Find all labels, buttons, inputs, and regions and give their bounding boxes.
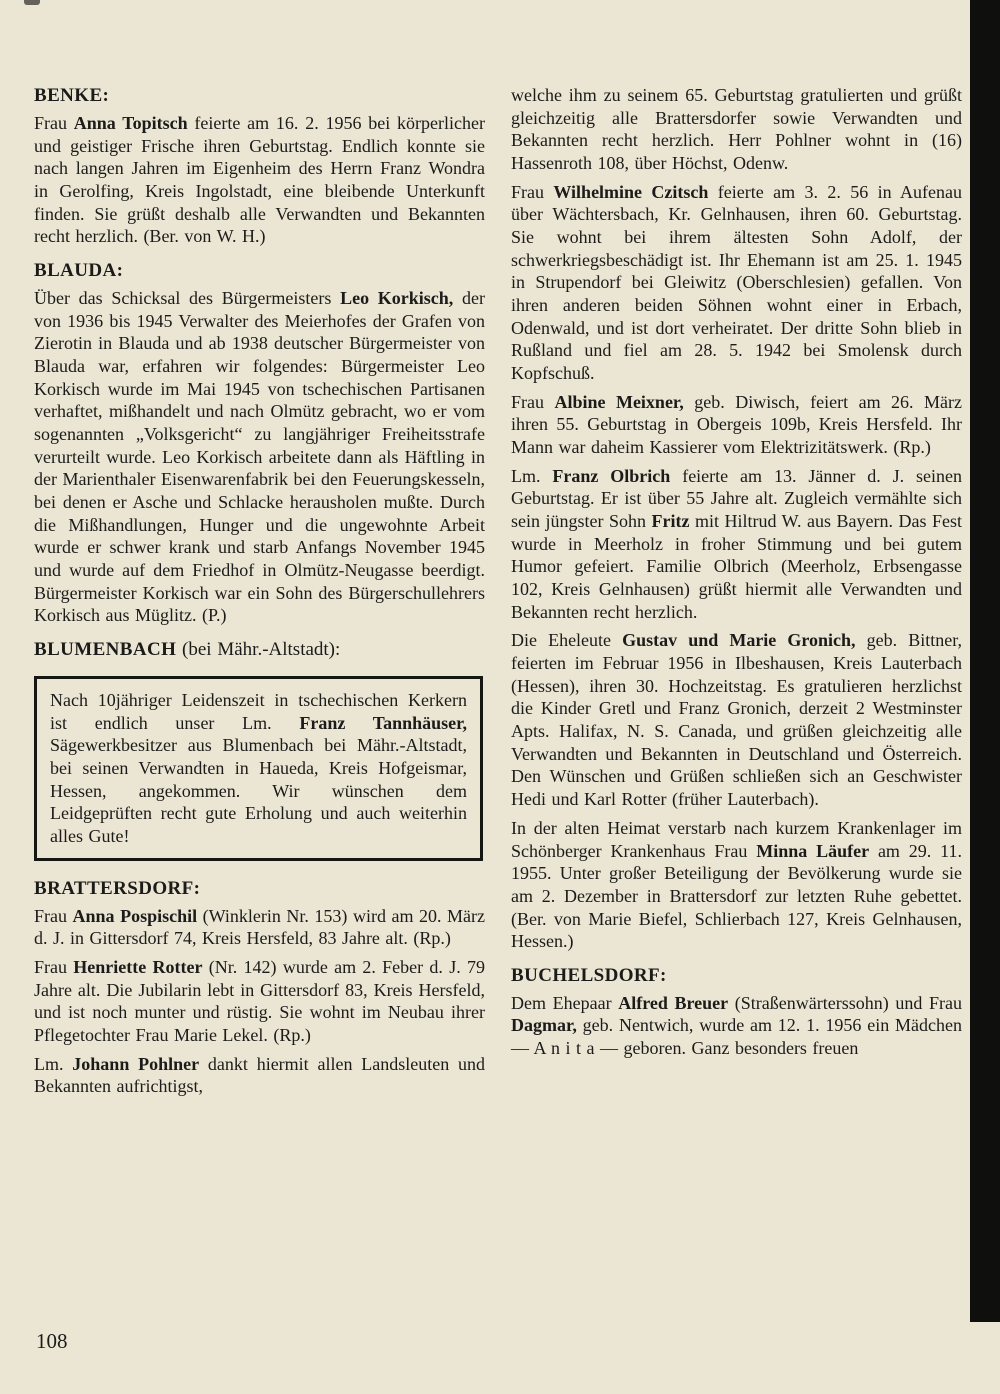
section-heading: [34, 877, 485, 901]
paragraph: [34, 287, 485, 627]
scan-artifact-speck: [24, 0, 40, 5]
body-text: feierte am 16. 2. 1956 bei körperlicher und geistiger Frische ihren Geburtstag. Endlich konnte sie nach langen Jahren im Eigenheim des Herrn Franz Wondra in Gerolfing, Kreis Ingolstadt, eine bleibende Unterkunft finden. Sie grüßt deshalb alle Verwandten und Bekannten recht herzlich. (Ber. von W. H.): [34, 112, 485, 247]
scan-edge-artifact: [970, 0, 1000, 1322]
emphasized-name: BENKE:: [34, 85, 110, 106]
body-text: Frau: [34, 112, 74, 133]
body-text: geb. Bittner, feierten im Februar 1956 in Ilbeshausen, Kreis Lauterbach (Hessen), ihren 30. Hochzeitstag. Es gratulieren herzlichst die Kinder Gretl und Franz Gronich, derzeit 2 Westminster Apts. Halifax, N. S. Canada, und grüßen gleichzeitig alle Verwandten und Bekannten in Deutschland und Österreich. Den Wünschen und Grüßen schließen sich an Geschwister Hedi und Karl Rotter (früher Lauterbach).: [511, 630, 962, 810]
emphasized-name: Minna Läufer: [756, 840, 870, 861]
emphasized-name: BRATTERSDORF:: [34, 877, 201, 899]
paragraph: [511, 391, 962, 459]
body-text: Frau: [34, 956, 74, 977]
body-text: Über das Schicksal des Bürgermeisters: [34, 287, 341, 308]
right-column: [511, 84, 962, 1104]
body-text: geb. Diwisch, feiert am 26. März ihren 55. Geburtstag in Obergeis 109b, Kreis Hersfeld. Ihr Mann war daheim Kassierer vom Elektrizitätswerk. (Rp.): [511, 391, 962, 458]
emphasized-name: Wilhelmine Czitsch: [553, 181, 709, 202]
emphasized-name: Franz Olbrich: [552, 465, 671, 486]
body-text: Nach 10jähriger Leidenszeit in tschechischen Kerkern ist endlich unser Lm.: [50, 689, 467, 733]
emphasized-name: Albine Meixner,: [554, 391, 684, 412]
body-text: Die Eheleute: [511, 630, 623, 651]
body-text: feierte am 13. Jänner d. J. seinen Geburtstag. Er ist über 55 Jahre alt. Zugleich vermählte sich sein jüngster Sohn: [511, 465, 962, 532]
emphasized-name: Johann Pohlner: [72, 1053, 200, 1074]
body-text: In der alten Heimat verstarb nach kurzem Krankenlager im Schönberger Krankenhaus Frau: [511, 817, 962, 861]
body-text: Frau: [511, 391, 555, 412]
emphasized-name: Alfred Breuer: [618, 992, 729, 1013]
emphasized-name: Franz Tannhäuser,: [299, 712, 467, 733]
section-heading: [511, 964, 962, 988]
body-text: Lm.: [511, 465, 553, 486]
body-text: (Nr. 142) wurde am 2. Feber d. J. 79 Jahre alt. Die Jubilarin lebt in Gittersdorf 83, Kreis Hersfeld, und ist noch munter und rüstig. Sie wohnt im Neubau ihrer Pflegetochter Frau Marie Lekel. (Rp.): [34, 956, 485, 1045]
body-text: geb. Nentwich, wurde am 12. 1. 1956 ein Mädchen — A n i t a — geboren. Ganz besonders freuen: [511, 1015, 962, 1059]
left-column: [34, 84, 485, 1104]
emphasized-name: BLAUDA:: [34, 259, 124, 281]
paragraph: [511, 84, 962, 175]
paragraph: [34, 112, 485, 248]
body-text: feierte am 3. 2. 56 in Aufenau über Wächtersbach, Kr. Gelnhausen, ihren 60. Geburtstag. Sie wohnt bei ihrem ältesten Sohn Adolf, der schwerkriegsbeschädigt ist. Ihr Ehemann ist am 25. 1. 1945 in Strupendorf bei Gleiwitz (Oberschlesien) gefallen. Von ihren anderen beiden Söhnen wohnt einer in Erbach, Odenwald, und ist dort verheiratet. Der dritte Sohn blieb in Rußland und fiel am 28. 5. 1942 bei Smolensk durch Kopfschuß.: [511, 181, 962, 384]
emphasized-name: Fritz: [651, 511, 690, 532]
emphasized-name: Henriette Rotter: [73, 956, 203, 977]
emphasized-name: Gustav und Marie Gronich,: [622, 630, 856, 651]
paragraph: [34, 956, 485, 1047]
body-text: welche ihm zu seinem 65. Geburtstag gratulierten und grüßt gleichzeitig alle Brattersdorfer sowie Verwandten und Bekannten recht herzlich. Herr Pohlner wohnt in (16) Hassenroth 108, über Höchst, Odenw.: [511, 85, 962, 174]
section-heading: [34, 638, 485, 662]
body-text: Dem Ehepaar: [511, 992, 619, 1013]
emphasized-name: Dagmar,: [511, 1015, 577, 1036]
paragraph: [511, 817, 962, 953]
paragraph: [511, 465, 962, 624]
body-text: (Straßenwärterssohn) und Frau: [728, 992, 962, 1013]
body-text: Lm.: [34, 1053, 73, 1074]
body-text: am 29. 11. 1955. Unter großer Beteiligung der Bevölkerung wurde sie am 2. Dezember in Brattersdorf zur letzten Ruhe gebettet. (Ber. von Marie Biefel, Schlierbach 127, Kreis Gelnhausen, Hessen.): [511, 840, 962, 952]
paragraph: [34, 1053, 485, 1098]
page-content: [34, 84, 962, 1104]
paragraph: [511, 181, 962, 385]
body-text: Sägewerkbesitzer aus Blumenbach bei Mähr.-Altstadt, bei seinen Verwandten in Haueda, Kreis Hofgeismar, Hessen, angekommen. Wir wünschen dem Leidgeprüften recht gute Erholung und auch weiterhin alles Gute!: [50, 735, 467, 846]
body-text: dankt hiermit allen Landsleuten und Bekannten aufrichtigst,: [34, 1053, 486, 1097]
emphasized-name: BLUMENBACH: [34, 638, 177, 660]
body-text: Frau: [511, 181, 554, 202]
emphasized-name: Leo Korkisch,: [340, 287, 454, 308]
body-text: der von 1936 bis 1945 Verwalter des Meierhofes der Grafen von Zierotin in Blauda und ab 1938 deutscher Bürgermeister von Blauda war, erfahren wir folgendes: Bürgermeister Leo Korkisch wurde im Mai 1945 von tschechischen Partisanen verhaftet, mißhandelt und nach Olmütz gebracht, wo er vom sogenannten „Volksgericht“ zu langjähriger Freiheitsstrafe verurteilt wurde. Leo Korkisch arbeitete dann als Häftling in der Marienthaler Eisenwarenfabrik bei den Feuerungskesseln, bei denen er Asche und Schlacke herausholen mußte. Durch die Mißhandlungen, Hunger und die ungewohnte Arbeit wurde er schwer krank und starb Anfangs November 1945 und wurde auf dem Friedhof in Olmütz-Neugasse beerdigt. Bürgermeister Korkisch war ein Sohn des Bürgerschullehrers Korkisch aus Müglitz. (P.): [34, 287, 485, 626]
body-text: mit Hiltrud W. aus Bayern. Das Fest wurde in Meerholz in froher Stimmung und bei gutem Humor gefeiert. Familie Olbrich (Meerholz, Erbsengasse 102, Kreis Gelnhausen) grüßt hiermit alle Verwandten und Bekannten recht herzlich.: [511, 511, 962, 622]
paragraph: [34, 905, 485, 950]
body-text: (Winklerin Nr. 153) wird am 20. März d. J. in Gittersdorf 74, Kreis Hersfeld, 83 Jahre alt. (Rp.): [34, 905, 485, 949]
paragraph: [511, 992, 962, 1060]
emphasized-name: Anna Pospischil: [72, 905, 198, 926]
page-number: 108: [36, 1329, 68, 1353]
body-text: (bei Mähr.-Altstadt):: [176, 638, 341, 660]
emphasized-name: Anna Topitsch: [73, 112, 188, 133]
emphasized-name: BUCHELSDORF:: [511, 964, 667, 986]
section-heading: [34, 259, 485, 283]
section-heading: [34, 84, 485, 108]
paragraph: [511, 629, 962, 810]
body-text: Frau: [34, 905, 73, 926]
boxed-notice: [34, 676, 483, 861]
